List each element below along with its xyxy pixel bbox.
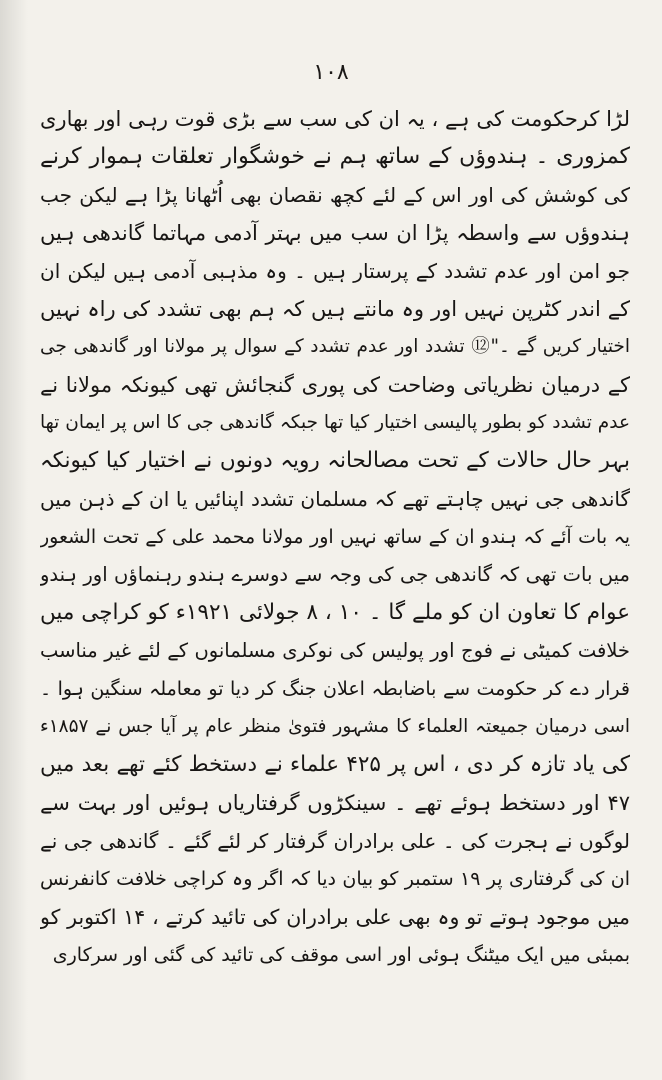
text-line-15: خلافت کمیٹی نے فوج اور پولیس کی نوکری مسلمانوں کے لئے غیر مناسب	[40, 639, 630, 662]
page-spine-shadow	[0, 0, 28, 1080]
text-line-1: لڑا کرحکومت کی ہے ، یہ ان کی سب سے بڑی قوت رہی اور بھاری	[40, 107, 630, 131]
text-line-5: جو امن اور عدم تشدد کے پرستار ہیں ۔ وہ مذہبی آدمی ہیں لیکن ان	[40, 259, 630, 283]
text-line-9: عدم تشدد کو بطور پالیسی اختیار کیا تھا جبکہ گاندھی جی کا اس پر ایمان تھا	[40, 412, 630, 433]
text-line-22: میں موجود ہوتے تو وہ بھی علی برادران کی تائید کرتے ، ۱۴ اکتوبر کو	[40, 905, 630, 929]
text-line-16: قرار دے کر حکومت سے باضابطہ اعلان جنگ کر دیا تو معاملہ سنگین ہوا ۔	[40, 678, 630, 700]
text-line-7: اختیار کریں گے ۔"⑫ تشدد اور عدم تشدد کے سوال پر مولانا اور گاندھی جی	[40, 336, 630, 357]
text-line-10: بہر حال حالات کے تحت مصالحانہ رویہ دونوں نے اختیار کیا کیونکہ	[40, 448, 630, 473]
text-line-19: ۴۷ اور دستخط ہوئے تھے ۔ سینکڑوں گرفتاریاں ہوئیں اور بہت سے	[40, 791, 630, 815]
text-line-17: اسی درمیان جمیعتہ العلماء کا مشہور فتویٰ منظر عام پر آیا جس نے ۱۸۵۷ء	[40, 716, 630, 737]
text-line-13: میں بات تھی کہ گاندھی جی کی وجہ سے دوسرے ہندو رہنماؤں اور ہندو	[40, 563, 630, 586]
text-line-11: گاندھی جی نہیں چاہتے تھے کہ مسلمان تشدد اپنائیں یا ان کے ذہن میں	[40, 487, 630, 511]
text-line-14: عوام کا تعاون ان کو ملے گا ۔ ۱۰ ، ۸ جولائی ۱۹۲۱ء کو کراچی میں	[40, 600, 630, 625]
page-text-body	[40, 100, 630, 974]
text-line-23: بمبئی میں ایک میٹنگ ہوئی اور اسی موقف کی تائید کی گئی اور سرکاری	[52, 944, 630, 966]
text-line-12: یہ بات آئے کہ ہندو ان کے ساتھ نہیں اور مولانا محمد علی کے تحت الشعور	[40, 526, 630, 548]
text-line-21: ان کی گرفتاری پر ۱۹ ستمبر کو بیان دیا کہ اگر وہ کراچی خلافت کانفرنس	[40, 868, 630, 890]
text-line-18: کی یاد تازہ کر دی ، اس پر ۴۲۵ علماء نے دستخط کئے تھے بعد میں	[40, 752, 630, 777]
text-line-4: ہندوؤں سے واسطہ پڑا ان سب میں بہتر آدمی مہاتما گاندھی ہیں	[40, 221, 630, 245]
page-number: ۱۰۸	[313, 60, 349, 85]
text-line-2: کمزوری ۔ ہندوؤں کے ساتھ ہم نے خوشگوار تعلقات ہموار کرنے	[40, 144, 630, 169]
text-line-3: کی کوشش کی اور اس کے لئے کچھ نقصان بھی اُٹھانا پڑا ہے لیکن جب	[40, 183, 630, 207]
text-line-20: لوگوں نے ہجرت کی ۔ علی برادران گرفتار کر لئے گئے ۔ گاندھی جی نے	[40, 829, 630, 853]
text-line-8: کے درمیان نظریاتی وضاحت کی پوری گنجائش تھی کیونکہ مولانا نے	[40, 373, 630, 397]
text-line-6: کے اندر کٹرپن نہیں اور وہ مانتے ہیں کہ ہم بھی تشدد کی راہ نہیں	[40, 297, 630, 321]
